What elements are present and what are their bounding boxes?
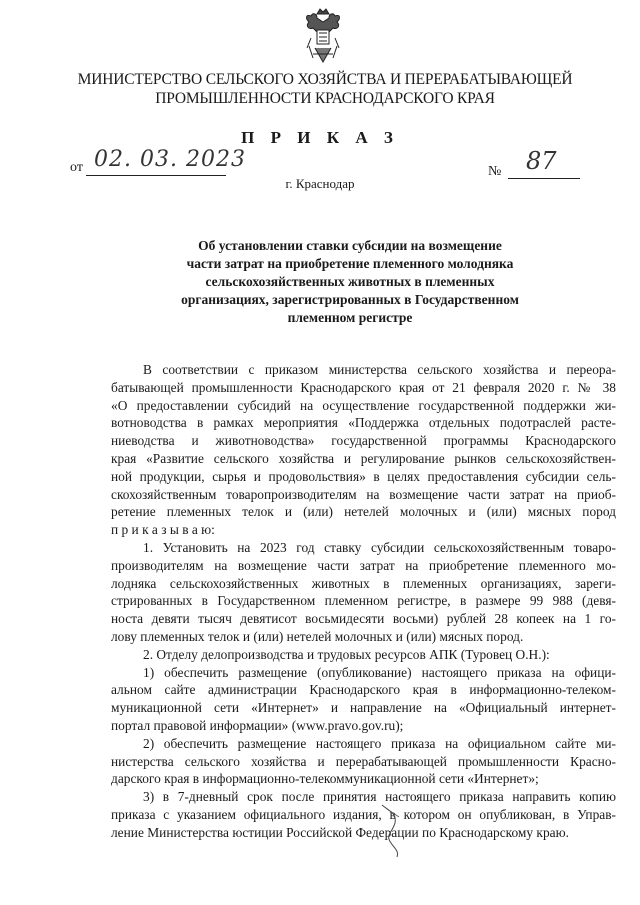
body-line: лодняка сельскохозяйственных животных в племенных организациях, зареги-	[111, 575, 616, 591]
body-line: 3) в 7-дневный срок после принятия настоящего приказа направить копию	[143, 789, 616, 805]
body-line: ление Министерства юстиции Российской Федерации по Краснодарскому краю.	[111, 824, 569, 840]
body-line: скохозяйственным товаропроизводителям на возмещение части затрат на приоб-	[111, 486, 616, 502]
body-line: 1. Установить на 2023 год ставку субсидии сельскохозяйственным товаро-	[143, 539, 616, 555]
ministry-line: МИНИСТЕРСТВО СЕЛЬСКОГО ХОЗЯЙСТВА И ПЕРЕРАБАТЫВАЮЩЕЙ	[77, 71, 573, 88]
document-type: П Р И К А З	[241, 128, 399, 147]
body-line: края «Развитие сельского хозяйства и регулирование рынков сельскохозяйствен-	[111, 450, 616, 466]
body-line: ретение племенных телок и (или) нетелей молочных и (или) мясных пород	[111, 504, 616, 520]
title-line: части затрат на приобретение племенного молодняка	[186, 256, 514, 271]
ministry-name	[40, 70, 610, 108]
body-line: нистерства сельского хозяйства и перерабатывающей промышленности Красно-	[111, 753, 616, 769]
ministry-line: ПРОМЫШЛЕННОСТИ КРАСНОДАРСКОГО КРАЯ	[155, 90, 495, 107]
body-line: производителям на возмещение части затрат на приобретение племенного мо-	[111, 557, 616, 573]
handwritten-date: 02. 03. 2023	[94, 147, 246, 172]
handwritten-number: 87	[526, 147, 557, 175]
body-line: приказа с указанием официального издания, в котором он опубликован, в Управ-	[111, 806, 616, 822]
title-line: племенном регистре	[287, 310, 413, 325]
signature-mark	[377, 803, 407, 858]
body-line: носта девяти тысяч девятисот восьмидесяти восьми) рублей 28 копеек на 1 го-	[111, 611, 616, 627]
body-line: 2. Отделу делопроизводства и трудовых ресурсов АПК (Туровец О.Н.):	[143, 646, 550, 662]
document-title	[140, 237, 560, 327]
body-line: В соответствии с приказом министерства сельского хозяйства и переора-	[143, 362, 616, 377]
body-line: ной продукции, сырья и продовольствия» в целях предоставления субсидии сель-	[111, 468, 616, 484]
order-word: п р и к а з ы в а ю:	[111, 522, 215, 538]
body-line: 1) обеспечить размещение (опубликование) настоящего приказа на офици-	[143, 664, 616, 680]
body-line: ниеводства и животноводства» государственной программы Краснодарского	[111, 433, 616, 449]
number-label: №	[488, 164, 502, 179]
document-body	[111, 361, 616, 842]
body-line: муникационной сети «Интернет» и направление на «Официальный интернет-	[111, 700, 616, 716]
body-line: 2) обеспечить размещение настоящего приказа на официальном сайте ми-	[143, 735, 616, 751]
body-line: стрированных в Государственном племенном регистре, в размере 99 988 (девя-	[111, 593, 616, 609]
body-line: вотноводства в рамках мероприятия «Поддержка отдельных подотраслей расте-	[111, 415, 616, 431]
body-line: портал правовой информации» (www.pravo.gov.ru);	[111, 717, 404, 733]
body-line: дарского края в информационно-телекоммуникационной сети «Интернет»;	[111, 771, 539, 787]
body-line: альном сайте администрации Краснодарского края в информационно-телеком-	[111, 682, 616, 698]
title-line: сельскохозяйственных животных в племенных	[205, 274, 495, 289]
title-line: организациях, зарегистрированных в Государственном	[181, 292, 519, 307]
body-line: «О предоставлении субсидий на осуществление государственной поддержки жи-	[111, 397, 616, 413]
body-line: лову племенных телок и (или) нетелей молочных и (или) мясных пород.	[111, 628, 524, 644]
coat-of-arms-emblem	[303, 8, 343, 66]
body-line: батывающей промышленности Краснодарского края от 21 февраля 2020 г. № 38	[111, 379, 616, 395]
date-label: от	[70, 160, 83, 175]
city: г. Краснодар	[285, 176, 355, 191]
title-line: Об установлении ставки субсидии на возмещение	[198, 238, 502, 253]
